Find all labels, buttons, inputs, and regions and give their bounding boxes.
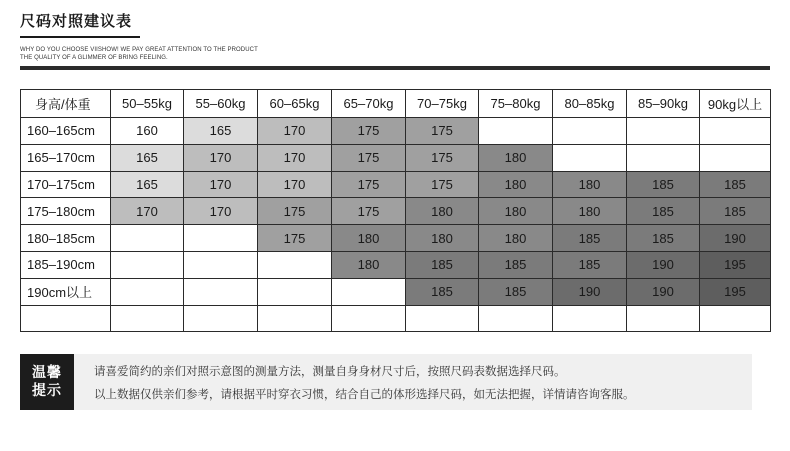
size-cell xyxy=(332,305,406,332)
table-row xyxy=(21,251,771,278)
tagline-line-1: WHY DO YOU CHOOSE VIISHOW! WE PAY GREAT ATTENTION TO THE PRODUCT xyxy=(20,47,258,53)
table-row xyxy=(21,198,771,225)
tips-badge-line-2: 提示 xyxy=(32,383,62,399)
size-cell: 190 xyxy=(627,278,700,305)
size-cell: 180 xyxy=(553,198,627,225)
column-header: 75–80kg xyxy=(479,90,553,118)
row-header: 160–165cm xyxy=(21,118,111,145)
size-cell: 175 xyxy=(332,198,406,225)
column-header: 55–60kg xyxy=(184,90,258,118)
size-cell: 180 xyxy=(553,171,627,198)
size-cell: 185 xyxy=(553,251,627,278)
section-divider xyxy=(20,66,770,70)
size-cell xyxy=(258,305,332,332)
row-header: 165–170cm xyxy=(21,144,111,171)
size-cell: 185 xyxy=(479,251,553,278)
page-title: 尺码对照建议表 xyxy=(20,12,133,30)
size-cell xyxy=(111,225,184,252)
size-cell: 185 xyxy=(627,198,700,225)
size-cell xyxy=(553,305,627,332)
size-cell: 185 xyxy=(700,171,771,198)
size-cell: 185 xyxy=(406,278,479,305)
table-row xyxy=(21,171,771,198)
column-header: 90kg以上 xyxy=(700,90,771,118)
size-cell xyxy=(553,144,627,171)
table-row xyxy=(21,118,771,145)
size-cell xyxy=(700,144,771,171)
size-cell: 190 xyxy=(553,278,627,305)
size-cell xyxy=(184,305,258,332)
column-header: 65–70kg xyxy=(332,90,406,118)
size-cell: 170 xyxy=(258,144,332,171)
row-header: 170–175cm xyxy=(21,171,111,198)
size-cell xyxy=(479,305,553,332)
size-cell: 175 xyxy=(258,225,332,252)
size-cell: 185 xyxy=(700,198,771,225)
size-cell: 185 xyxy=(627,171,700,198)
size-cell xyxy=(111,278,184,305)
size-cell: 175 xyxy=(332,118,406,145)
tips-panel xyxy=(20,354,752,410)
size-cell: 180 xyxy=(479,171,553,198)
column-header: 80–85kg xyxy=(553,90,627,118)
size-cell xyxy=(332,278,406,305)
tips-badge xyxy=(20,354,74,410)
size-cell: 165 xyxy=(184,118,258,145)
size-cell xyxy=(111,305,184,332)
size-cell: 190 xyxy=(627,251,700,278)
row-header: 190cm以上 xyxy=(21,278,111,305)
row-header: 180–185cm xyxy=(21,225,111,252)
table-row xyxy=(21,225,771,252)
tips-text-1: 请喜爱简约的亲们对照示意图的测量方法，测量自身身材尺寸后，按照尺码表数据选择尺码。 xyxy=(94,364,566,378)
size-cell xyxy=(184,251,258,278)
size-cell: 170 xyxy=(184,198,258,225)
size-cell: 170 xyxy=(258,171,332,198)
title-underline xyxy=(20,36,140,38)
tagline xyxy=(20,46,258,62)
size-cell: 175 xyxy=(406,171,479,198)
size-cell: 165 xyxy=(111,171,184,198)
column-header: 70–75kg xyxy=(406,90,479,118)
size-cell xyxy=(258,251,332,278)
size-cell xyxy=(111,251,184,278)
row-header: 185–190cm xyxy=(21,251,111,278)
size-cell: 180 xyxy=(406,225,479,252)
size-cell xyxy=(627,144,700,171)
size-cell: 170 xyxy=(111,198,184,225)
size-cell xyxy=(184,225,258,252)
size-cell xyxy=(627,305,700,332)
size-cell: 185 xyxy=(479,278,553,305)
size-cell: 195 xyxy=(700,251,771,278)
size-cell xyxy=(700,118,771,145)
column-header: 85–90kg xyxy=(627,90,700,118)
size-cell: 180 xyxy=(479,225,553,252)
column-header: 50–55kg xyxy=(111,90,184,118)
tips-badge-line-1: 温馨 xyxy=(32,365,62,381)
size-cell: 190 xyxy=(700,225,771,252)
column-header: 60–65kg xyxy=(258,90,332,118)
size-cell xyxy=(258,278,332,305)
size-cell xyxy=(700,305,771,332)
size-cell: 195 xyxy=(700,278,771,305)
size-cell: 170 xyxy=(258,118,332,145)
corner-header: 身高/体重 xyxy=(21,90,111,118)
size-cell: 185 xyxy=(406,251,479,278)
size-cell: 170 xyxy=(184,144,258,171)
size-cell xyxy=(627,118,700,145)
size-cell: 180 xyxy=(479,198,553,225)
size-cell: 170 xyxy=(184,171,258,198)
tips-text-2: 以上数据仅供亲们参考，请根据平时穿衣习惯，结合自己的体形选择尺码，如无法把握，详情请咨询客服。 xyxy=(94,387,635,401)
size-cell xyxy=(553,118,627,145)
size-cell: 165 xyxy=(111,144,184,171)
row-header: 175–180cm xyxy=(21,198,111,225)
size-cell: 180 xyxy=(406,198,479,225)
size-cell xyxy=(406,305,479,332)
size-cell xyxy=(184,278,258,305)
table-header-row xyxy=(21,90,771,118)
size-cell: 185 xyxy=(627,225,700,252)
size-cell: 175 xyxy=(406,144,479,171)
size-cell: 185 xyxy=(553,225,627,252)
table-body xyxy=(21,118,771,332)
table-row xyxy=(21,144,771,171)
size-cell: 180 xyxy=(332,225,406,252)
size-cell: 180 xyxy=(479,144,553,171)
size-cell: 175 xyxy=(406,118,479,145)
size-cell: 160 xyxy=(111,118,184,145)
size-cell xyxy=(479,118,553,145)
table-row xyxy=(21,278,771,305)
size-chart-table xyxy=(20,89,771,332)
size-cell: 175 xyxy=(332,144,406,171)
tagline-line-2: THE QUALITY OF A GLIMMER OF BRING FEELING. xyxy=(20,55,168,61)
size-cell: 175 xyxy=(258,198,332,225)
size-cell: 180 xyxy=(332,251,406,278)
table-row xyxy=(21,305,771,332)
size-cell: 175 xyxy=(332,171,406,198)
row-header xyxy=(21,305,111,332)
